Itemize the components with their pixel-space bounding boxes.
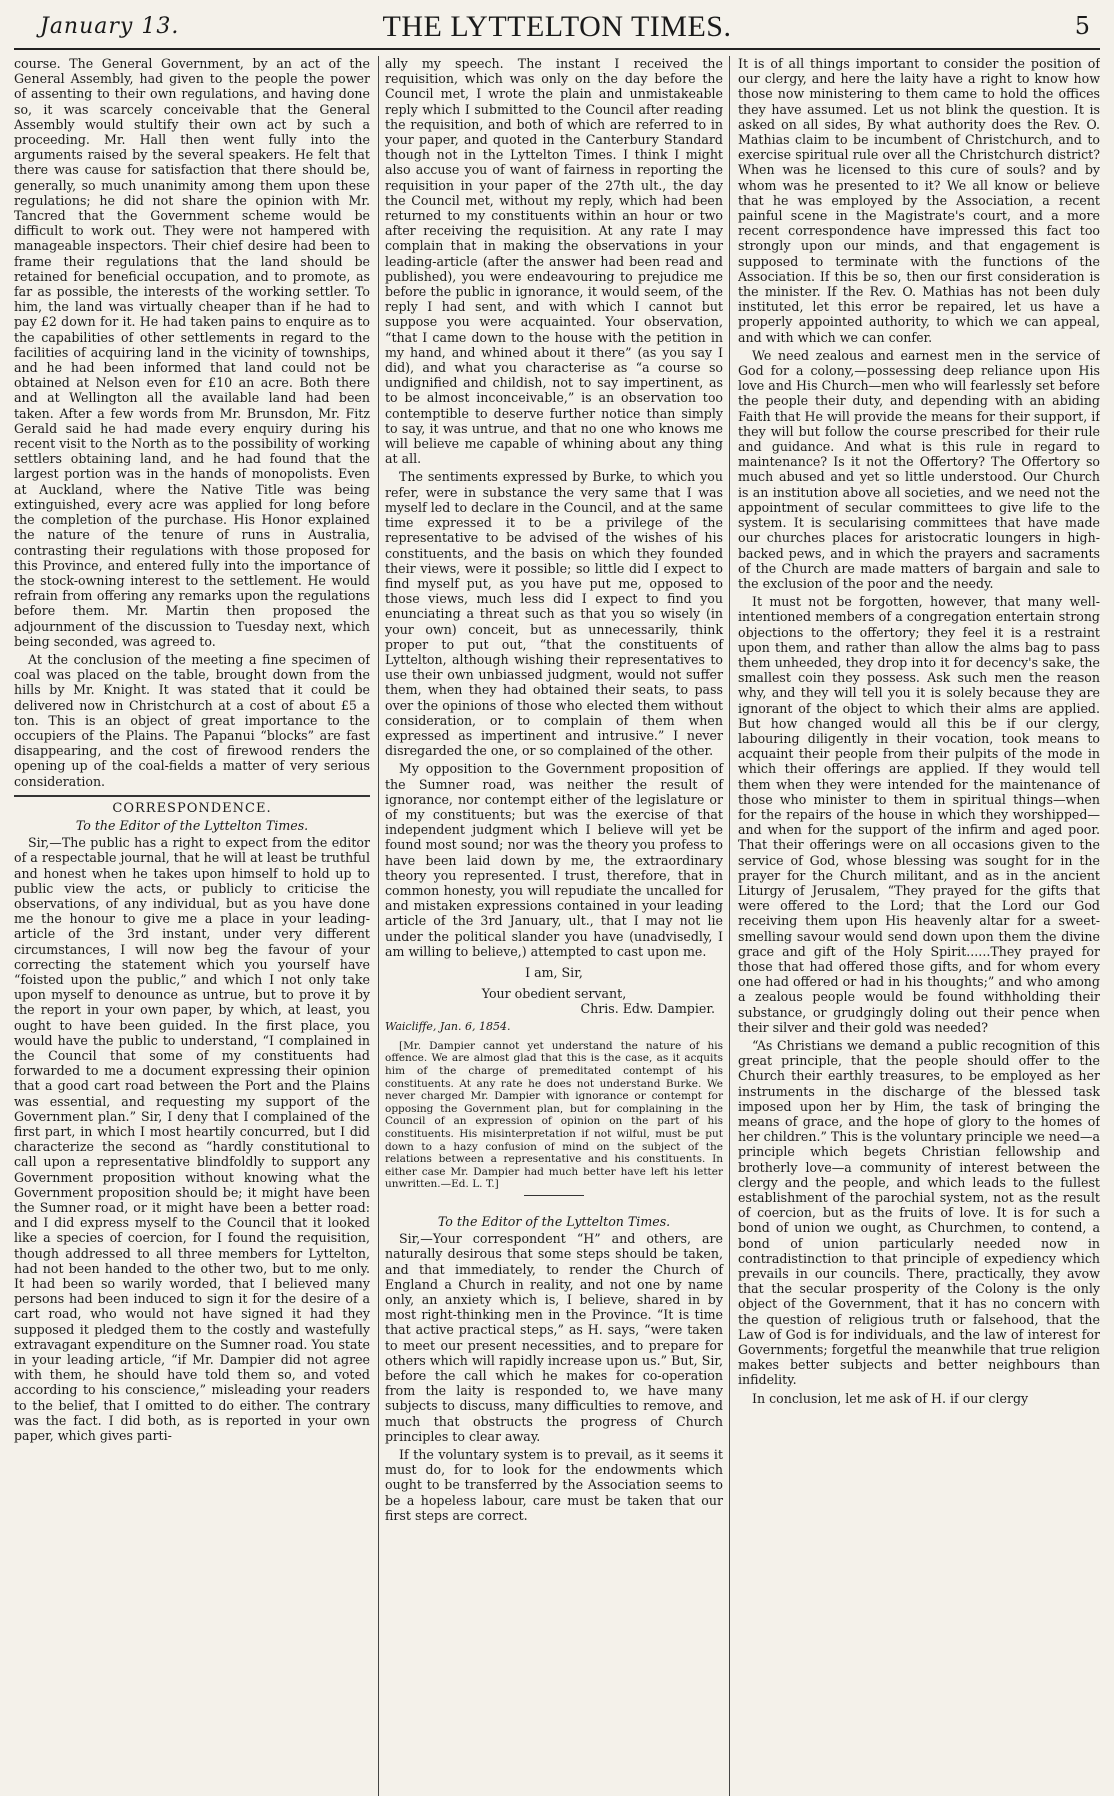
opposition-paragraph: My opposition to the Government proposition of the Sumner road, was neither the result of ignorance, nor contempt either of the legislature or of my constituents; but was the exercise of that independent judgment which I believe will yet be found most sound; nor was the theory you profess to have been laid down by me, the extraordinary theory you represented. I trust, therefore, that in common honesty, you will repudiate the uncalled for and mistaken expressions contained in your leading article of the 3rd January, ult., that I may not lie under the political slander you have (unadvisedly, I am willing to believe,) attempted to cast upon me. <box>385 761 723 959</box>
zealous-men-paragraph: We need zealous and earnest men in the service of God for a colony,—possessing deep reliance upon His love and His Church—men who will fearlessly set before the people their duty, and depending with an abiding Faith that He will provide the means for their support, if they will but follow the course prescribed for their rule and guidance. And what is this rule in regard to maintenance? Is it not the Offertory? The Offertory so much abused and yet so little understood. Our Church is an institution above all societies, and we need not the appointment of secular committees to give life to the system. It is secularising committees that have made our churches places for aristocratic loungers in high-backed pews, and in which the prayers and sacraments of the Church are made matters of bargain and sale to the exclusion of the poor and the needy. <box>738 347 1100 591</box>
correspondence-heading: CORRESPONDENCE. <box>14 795 370 816</box>
column-1 <box>14 56 370 1796</box>
burke-paragraph: The sentiments expressed by Burke, to which you refer, were in substance the very same that I was myself led to declare in the Council, and at the same time expressed it to be a privilege of the representative to be advised of the wishes of his constituents, and the basis on which they founded their views, were it possible; so little did I expect to find myself put, as you have put me, opposed to those views, much less did I expect to find you enunciating a threat such as that you so wisely (in your own) conceit, but as unnecessarily, think proper to put out, “that the constituents of Lyttelton, although wishing their representatives to use their own unbiassed judgment, would not suffer them, when they had obtained their seats, to pass over the opinions of those who elected them without consideration, or to complain of them when expressed as impertinent and intrusive.” I never disregarded the one, or so complained of the other. <box>385 469 723 759</box>
column-3 <box>738 56 1100 1796</box>
conclusion-paragraph: In conclusion, let me ask of H. if our clergy <box>752 1390 1029 1406</box>
article-columns <box>14 56 1100 1796</box>
newspaper-title: THE LYTTELTON TIMES. <box>382 10 732 43</box>
coal-paragraph: At the conclusion of the meeting a fine specimen of coal was placed on the table, brought down from the hills by Mr. Knight. It was stated that it could be delivered now in Christchurch at a cost of about £5 a ton. This is an object of great importance to the occupiers of the Plains. The Papanui “blocks” are fast disappearing, and the cost of firewood renders the opening up of the coal-fields a matter of very serious consideration. <box>14 651 370 789</box>
letter-continued-paragraph: ally my speech. The instant I received the requisition, which was only on the day before the Council met, I wrote the plain and unmistakeable reply which I submitted to the Council after reading the requisition, and both of which are referred to in your paper, and quoted in the Canterbury Standard though not in the Lyttelton Times. I think I might also accuse you of want of fairness in reporting the requisition in your paper of the 27th ult., the day the Council met, without my reply, which had been returned to my constituents within an hour or two after receiving the requisition. At any rate I may complain that in making the observations in your leading-article (after the answer had been read and published), you were endeavouring to prejudice me before the public in ignorance, it would seem, of the reply I had sent, and with which I cannot but suppose you were acquainted. Your observation, “that I came down to the house with the petition in my hand, and whined about it there” (as you say I did), and what you characterise as “a course so undignified and childish, not to say impertinent, as to be almost inconceivable,” is an observation too contemptible to deserve further notice than simply to say, it was untrue, and that no one who knows me will believe me capable of whining about any thing at all. <box>385 56 723 467</box>
column-2 <box>378 56 730 1796</box>
letter-closing-servant: Your obedient servant, <box>481 986 627 1002</box>
clergy-position-paragraph: It is of all things important to consider the position of our clergy, and here the laity have a right to know how those now ministering to them came to hold the offices they have assumed. Let us not blink the question. It is asked on all sides, By what authority does the Rev. O. Mathias claim to be incumbent of Christchurch, and to exercise spiritual rule over all the Christchurch district? When was he licensed to this cure of souls? and by whom was he presented to it? We all know or believe that he was employed by the Association, a recent painful scene in the Magistrate's court, and a more recent correspondence have impressed this fact too strongly upon our minds, and that engagement is supposed to terminate with the functions of the Association. If this be so, then our first consideration is the minister. If the Rev. O. Mathias has not been duly instituted, let this error be repaired, let us have a properly appointed authority, to which we can appeal, and with which we can confer. <box>738 56 1100 345</box>
dampier-letter-paragraph: Sir,—The public has a right to expect from the editor of a respectable journal, that he will at least be truthful and honest when he takes upon himself to hold up to public view the acts, or publicly to criticise the observations, of any individual, but as you have done me the honour to give me a place in your leading-article of the 3rd instant, under very different circumstances, I will now beg the favour of your correcting the statement which you yourself have “foisted upon the public,” and which I not only take upon myself to denounce as untrue, but to prove it by the report in your own paper, by which, at least, you ought to have been guided. In the first place, you would have the public to understand, “I complained in the Council that some of my constituents had forwarded to me a document expressing their opinion that a good cart road between the Port and the Plains was essential, and requesting my support of the Government plan.” Sir, I deny that I complained of the first part, in which I most heartily concurred, but I did characterize the second as “hardly constitutional to call upon a representative blindfoldly to support any Government proposition without knowing what the Government proposition should be; it might have been the Sumner road, or it might have been a better road: and I did express myself to the Council that it looked like a species of coercion, for I found the requisition, though addressed to all three members for Lyttelton, had not been handed to the other two, but to me only. It had been so warily worded, that I believed many persons had been induced to sign it for the desire of a cart road, who would not have signed it had they supposed it pledged them to the costly and wastefully extravagant expenditure on the Sumner road. You state in your leading article, “if Mr. Dampier did not agree with them, he should have told them so, and voted according to his conscience,” misleading your readers to the belief, that I omitted to do either. The contrary was the fact. I did both, as is reported in your own paper, which gives parti- <box>14 835 370 1444</box>
christian-principle-paragraph: “As Christians we demand a public recognition of this great principle, that the people should offer to the Church their earthly treasures, to be employed as her instruments in the discharge of the blessed task imposed upon her by Him, the task of bringing the means of grace, and the hope of glory to the homes of her children.” This is the voluntary principle we need—a principle which begets Christian fellowship and brotherly love—a community of interest between the clergy and the people, and which leads to the fullest establishment of the parochial system, not as the result of coercion, but as the fruits of love. It is for such a bond of union we ought, as Churchmen, to contend, a bond of union particularly needed now in contradistinction to that principle of expediency which prevails in our councils. There, practically, they avow that the secular prosperity of the Colony is the only object of the Government, that it has no concern with the question of religious truth or falsehood, that the Law of God is for individuals, and the law of interest for Governments; forgetful the meanwhile that true religion makes better subjects and better neighbours than infidelity. <box>738 1038 1100 1388</box>
council-report-paragraph: course. The General Government, by an act of the General Assembly, had given to the people the power of assenting to their own regulations, and having done so, it was scarcely conceivable that the General Assembly would stultify their own act by such a proceeding. Mr. Hall then went fully into the arguments raised by the several speakers. He felt that there was cause for satisfaction that there should be, generally, so much unanimity among them upon these regulations; he did not share the opinion with Mr. Tancred that the Government scheme would be difficult to work out. They were not hampered with manageable inspectors. Their chief desire had been to frame their regulations that the land should be retained for beneficial occupation, and to promote, as far as possible, the interests of the working settler. To him, the land was virtually cheaper than if he had to pay £2 down for it. He had taken pains to enquire as to the capabilities of other settlements in regard to the facilities of acquiring land in the vicinity of townships, and he had been informed that land could not be obtained at Nelson even for £10 an acre. Both there and at Wellington all the available land had been taken. After a few words from Mr. Brunsdon, Mr. Fitz Gerald said he had made every enquiry during his recent visit to the North as to the possibility of working settlers obtaining land, and he had found that the largest portion was in the hands of monopolists. Even at Auckland, where the Native Title was being extinguished, every acre was applied for long before the completion of the purchase. His Honor explained the nature of the tenure of runs in Australia, contrasting their regulations with those proposed for this Province, and entered fully into the importance of the stock-owning interest to the settlement. He would refrain from offering any remarks upon the regulations before them. Mr. Martin then proposed the adjournment of the discussion to Tuesday next, which being seconded, was agreed to. <box>14 56 370 649</box>
issue-date: January 13. <box>40 14 180 39</box>
offertory-paragraph: It must not be forgotten, however, that many well-intentioned members of a congregation entertain strong objections to the offertory; they feel it is a restraint upon them, and rather than allow the alms bag to pass them unheeded, they drop into it for decency's sake, the smallest coin they possess. Ask such men the reason why, and they will tell you it is solely because they are ignorant of the object to which their alms are applied. But how changed would all this be if our clergy, labouring diligently in their vocation, took means to acquaint their people from their pulpits of the mode in which their offerings are applied. If they would tell them when they were intended for the maintenance of those who minister to them in spiritual things—when for the repairs of the house in which they worshipped—and when for the support of the infirm and aged poor. That their offerings were on all occasions given to the service of God, whose blessing was sought for in the prayer for the Church militant, and as in the ancient Liturgy of Jerusalem, “They prayed for the gifts that were offered to the Lord; that the Lord our God receiving them upon His heavenly altar for a sweet-smelling savour would send down upon them the divine grace and gift of the Holy Spirit......They prayed for those that had offered those gifts, and for whom every one had offered or had in his thoughts;” and who among a zealous people would be found withholding their substance, or grudgingly doling out their pence when their silver and their gold was needed? <box>738 594 1100 1035</box>
separator-rule <box>524 1195 584 1196</box>
masthead <box>14 8 1100 50</box>
voluntary-system-paragraph: If the voluntary system is to prevail, as it seems it must do, for to look for the endowments which ought to be transferred by the Association seems to be a hopeless labour, care must be taken that our first steps are correct. <box>385 1446 723 1523</box>
letter-dateline: Waicliffe, Jan. 6, 1854. <box>385 1019 511 1033</box>
letter-salutation: To the Editor of the Lyttelton Times. <box>75 817 309 833</box>
second-letter-salutation: To the Editor of the Lyttelton Times. <box>437 1213 671 1229</box>
editor-note: [Mr. Dampier cannot yet understand the nature of his offence. We are almost glad that this is the case, as it acquits him of the charge of premeditated contempt of his constituents. At any rate he does not understand Burke. We never charged Mr. Dampier with ignorance or contempt for opposing the Government plan, but for complaining in the Council of an expression of opinion on the part of his constituents. His misinterpretation if not wilful, must be put down to a hazy confusion of mind on the subject of the relations between a representative and his constituents. In either case Mr. Dampier had much better have left his letter unwritten.—Ed. L. T.] <box>385 1039 723 1191</box>
church-letter-paragraph: Sir,—Your correspondent “H” and others, are naturally desirous that some steps should be taken, and that immediately, to render the Church of England a Church in reality, and not one by name only, an anxiety which is, I believe, shared in by most right-thinking men in the Province. “It is time that active practical steps,” as H. says, “were taken to meet our present necessities, and to prepare for others which will rapidly increase upon us.” But, Sir, before the call which he makes for co-operation from the laity is responded to, we have many subjects to discuss, many difficulties to remove, and much that obstructs the progress of Church principles to clear away. <box>385 1231 723 1444</box>
page-number: 5 <box>1074 12 1090 40</box>
letter-closing: I am, Sir, <box>525 964 583 980</box>
letter-signature: Chris. Edw. Dampier. <box>580 1001 715 1017</box>
